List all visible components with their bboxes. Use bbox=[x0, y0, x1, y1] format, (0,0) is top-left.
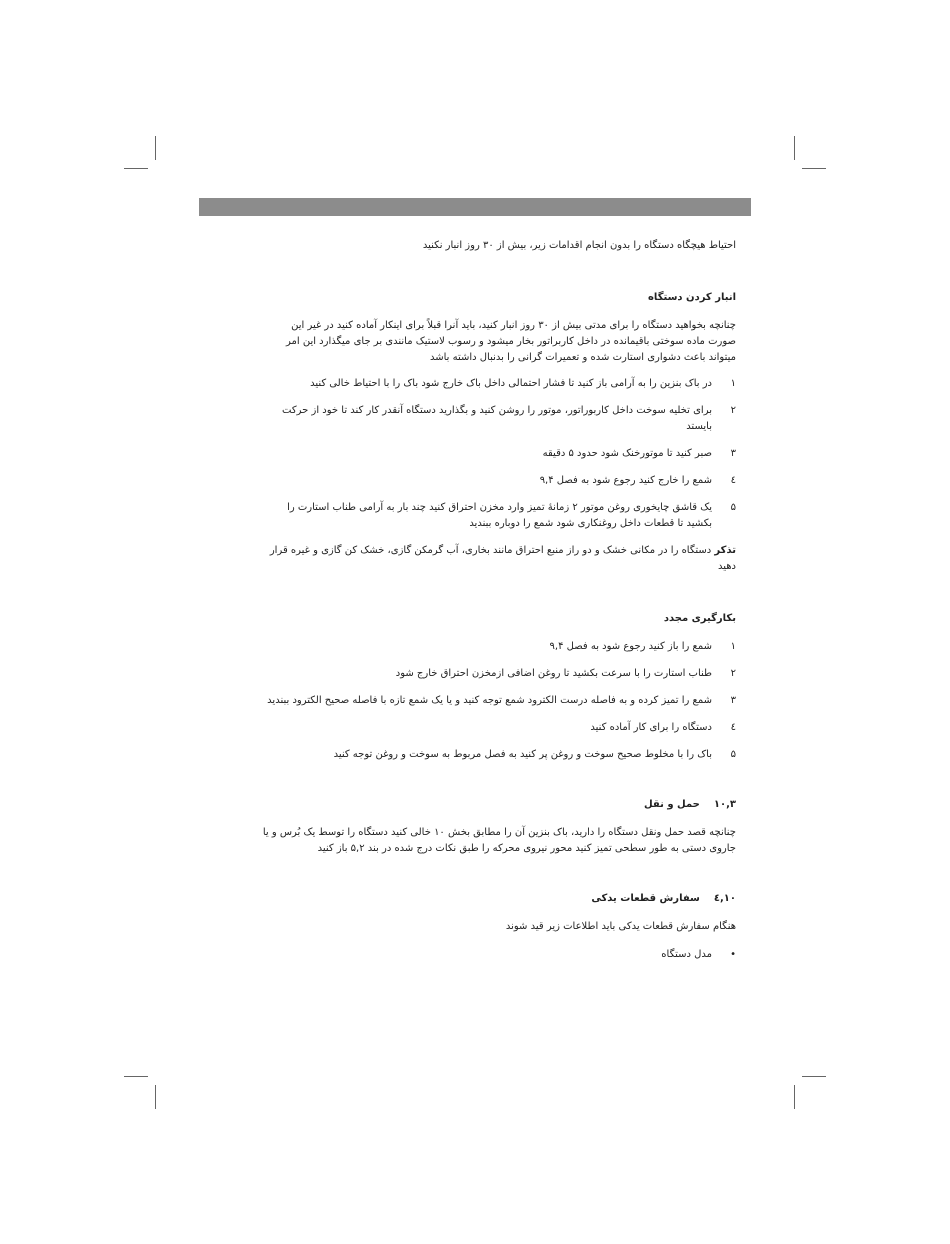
list-item bbox=[262, 720, 736, 736]
crop-mark bbox=[124, 168, 148, 169]
list-item bbox=[262, 639, 736, 655]
list-item bbox=[262, 376, 736, 392]
step-text: صبر کنید تا موتورخنک شود حدود ۵ دقیقه bbox=[542, 448, 712, 459]
step-number: ٤ bbox=[730, 722, 736, 733]
transport-heading bbox=[262, 797, 736, 813]
step-number: ۱ bbox=[730, 378, 736, 389]
parts-heading-text: سفارش قطعات یدکی bbox=[591, 893, 700, 904]
parts-heading bbox=[262, 891, 736, 907]
list-item bbox=[262, 947, 736, 963]
transport-text: چنانچه قصد حمل ونقل دستگاه را دارید، باک بنزین آن را مطابق بخش ۱۰ خالی کنید دستگاه را توسط یک بُرس و یا جاروی دستی به طور سطحی تمیز کنید محور نیروی محرکه را طبق نکات درج شده در بند ۵,۲ باز کنید bbox=[262, 827, 736, 854]
crop-mark bbox=[124, 1076, 148, 1077]
step-number: ٤ bbox=[730, 475, 736, 486]
header-bar bbox=[199, 198, 751, 216]
step-number: ۲ bbox=[730, 405, 736, 416]
storage-steps bbox=[262, 376, 736, 532]
step-text: باک را با مخلوط صحیح سوخت و روغن پر کنید به فصل مربوط به سوخت و روغن توجه کنید bbox=[333, 749, 712, 760]
crop-mark bbox=[802, 1076, 826, 1077]
list-item bbox=[262, 500, 736, 532]
list-item bbox=[262, 403, 736, 435]
crop-mark bbox=[802, 168, 826, 169]
crop-mark bbox=[155, 1085, 156, 1109]
bullet-symbol: • bbox=[730, 949, 736, 960]
storage-intro: چنانچه بخواهید دستگاه را برای مدتی بیش از ۳۰ روز انبار کنید، باید آنرا قبلاً برای اینکار آماده کنید در غیر این صورت ماده سوختی باقیمانده در داخل کاربراتور بخار میشود و رسوب لاستیک مانندی بر جای میگذارد این امر میتواند باعث دشواری استارت شده و تعمیرات گرانی را بدنبال داشته باشد bbox=[286, 320, 736, 363]
page-content bbox=[262, 238, 736, 974]
caution-text: احتیاط هیچگاه دستگاه را بدون انجام اقدامات زیر، بیش از ۳۰ روز انبار نکنید bbox=[422, 240, 736, 251]
step-text: در باک بنزین را به آرامی باز کنید تا فشار احتمالی داخل باک خارج شود باک را با احتیاط خالی کنید bbox=[310, 378, 712, 389]
list-item bbox=[252, 693, 736, 709]
storage-heading-text: انبار کردن دستگاه bbox=[648, 292, 736, 303]
step-text: برای تخلیه سوخت داخل کاربوراتور، موتور را روشن کنید و بگذارید دستگاه آنقدر کار کند تا خود از حرکت بایستد bbox=[282, 405, 712, 432]
step-text: طناب استارت را با سرعت بکشید تا روغن اضافی ازمخزن احتراق خارج شود bbox=[395, 668, 712, 679]
step-number: ۵ bbox=[730, 502, 736, 513]
parts-number: ۱۰,٤ bbox=[713, 893, 736, 904]
step-number: ۳ bbox=[730, 448, 736, 459]
step-number: ۲ bbox=[730, 668, 736, 679]
transport-number: ۱۰,۳ bbox=[713, 799, 736, 810]
list-item bbox=[262, 747, 736, 763]
step-number: ۱ bbox=[730, 641, 736, 652]
note-text: دستگاه را در مکانی خشک و دو راز منبع احتراق مانند بخاری، آب گرمکن گازی، خشک کن گازی و غیره قرار دهید bbox=[269, 545, 736, 572]
step-number: ۵ bbox=[730, 749, 736, 760]
step-text: یک قاشق چایخوری روغن موتور ۲ زمانهٔ تمیز وارد مخزن احتراق کنید چند بار به آرامی طناب استارت را بکشید تا قطعات داخل روغنکاری شود شمع را دوباره ببندید bbox=[287, 502, 712, 529]
step-text: شمع را خارج کنید رجوع شود به فصل ۹,۴ bbox=[539, 475, 712, 486]
crop-mark bbox=[155, 136, 156, 160]
reuse-heading-text: بکارگیری مجدد bbox=[663, 613, 736, 624]
list-item bbox=[262, 446, 736, 462]
storage-note bbox=[262, 543, 736, 575]
crop-mark bbox=[794, 1085, 795, 1109]
transport-heading-text: حمل و نقل bbox=[643, 799, 700, 810]
step-text: دستگاه را برای کار آماده کنید bbox=[590, 722, 712, 733]
parts-intro: هنگام سفارش قطعات یدکی باید اطلاعات زیر قید شوند bbox=[505, 921, 736, 932]
reuse-steps bbox=[262, 639, 736, 763]
storage-heading bbox=[262, 290, 736, 306]
step-number: ۳ bbox=[730, 695, 736, 706]
crop-mark bbox=[794, 136, 795, 160]
list-item bbox=[262, 666, 736, 682]
bullet-text: مدل دستگاه bbox=[661, 949, 712, 960]
step-text: شمع را باز کنید رجوع شود به فصل ۹,۴ bbox=[549, 641, 712, 652]
reuse-heading bbox=[262, 611, 736, 627]
note-label: تذکر bbox=[714, 545, 736, 556]
list-item bbox=[262, 473, 736, 489]
step-text: شمع را تمیز کرده و به فاصله درست الکترود شمع توجه کنید و یا یک شمع تازه با فاصله صحیح الکترود ببندید bbox=[267, 695, 712, 706]
